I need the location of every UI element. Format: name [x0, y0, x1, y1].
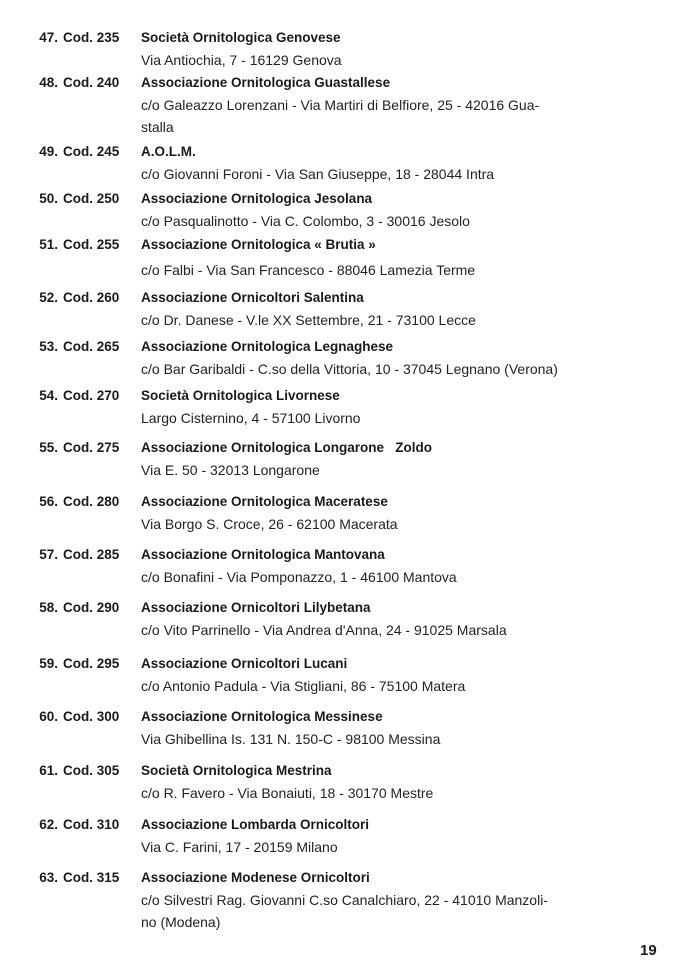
- association-name: Associazione Ornicoltori Salentina: [141, 290, 364, 305]
- entry-number: 49.: [39, 144, 58, 159]
- entry-code: Cod. 295: [63, 656, 120, 671]
- association-name: Società Ornitologica Livornese: [141, 388, 340, 403]
- entry-body: [141, 437, 603, 481]
- association-name: Associazione Ornitologica Jesolana: [141, 191, 373, 206]
- entry-number: 52.: [39, 290, 58, 305]
- association-name: A.O.L.M.: [141, 144, 196, 159]
- entry-body: [141, 491, 603, 535]
- association-address-continued: stalla: [141, 119, 174, 135]
- association-name: Associazione Ornitologica Guastallese: [141, 75, 391, 90]
- association-name: Associazione Ornitologica Longarone Zoldo: [141, 440, 433, 455]
- association-name: Associazione Ornitologica Legnaghese: [141, 339, 394, 354]
- entry-code: Cod. 265: [63, 339, 120, 354]
- association-address: Via Ghibellina Is. 131 N. 150-C - 98100 Messina: [141, 731, 441, 747]
- association-address-continued: no (Modena): [141, 914, 221, 930]
- association-address: Via C. Farini, 17 - 20159 Milano: [141, 839, 338, 855]
- entry-body: [141, 706, 603, 750]
- entry-body: [141, 544, 603, 588]
- association-name: Associazione Modenese Ornicoltori: [141, 870, 370, 885]
- association-name: Associazione Ornitologica « Brutia »: [141, 237, 376, 252]
- entry-number: 50.: [39, 191, 58, 206]
- association-name: Associazione Ornitologica Mantovana: [141, 547, 385, 562]
- association-address: Via E. 50 - 32013 Longarone: [141, 462, 320, 478]
- entry-number: 55.: [39, 440, 58, 455]
- entry-code: Cod. 300: [63, 709, 120, 724]
- entry-body: [141, 814, 603, 858]
- entry-number: 60.: [39, 709, 58, 724]
- entry-body: [141, 597, 603, 641]
- entry-code: Cod. 240: [63, 75, 120, 90]
- association-address: c/o Dr. Danese - V.le XX Settembre, 21 - 73100 Lecce: [141, 312, 476, 328]
- page-number: 19: [640, 942, 657, 959]
- entry-body: [141, 27, 603, 71]
- entry-code: Cod. 260: [63, 290, 120, 305]
- entry-code: Cod. 280: [63, 494, 120, 509]
- entry-number: 62.: [39, 817, 58, 832]
- association-address: c/o Galeazzo Lorenzani - Via Martiri di Belfiore, 25 - 42016 Gua-: [141, 97, 540, 113]
- entry-number: 54.: [39, 388, 58, 403]
- association-address: c/o Bar Garibaldi - C.so della Vittoria, 10 - 37045 Legnano (Verona): [141, 361, 558, 377]
- association-name: Associazione Ornitologica Maceratese: [141, 494, 388, 509]
- entry-number: 48.: [39, 75, 58, 90]
- entry-number: 59.: [39, 656, 58, 671]
- entry-number: 53.: [39, 339, 58, 354]
- entry-number: 63.: [39, 870, 58, 885]
- entry-number: 58.: [39, 600, 58, 615]
- association-address: c/o R. Favero - Via Bonaiuti, 18 - 30170 Mestre: [141, 785, 434, 801]
- entry-body: [141, 653, 603, 697]
- entry-code: Cod. 305: [63, 763, 120, 778]
- entry-body: [141, 72, 603, 138]
- entry-body: [141, 234, 603, 281]
- association-address: c/o Giovanni Foroni - Via San Giuseppe, 18 - 28044 Intra: [141, 166, 495, 182]
- association-address: c/o Silvestri Rag. Giovanni C.so Canalchiaro, 22 - 41010 Manzoli-: [141, 892, 548, 908]
- entry-code: Cod. 250: [63, 191, 120, 206]
- association-address: Via Antiochia, 7 - 16129 Genova: [141, 52, 342, 68]
- entry-body: [141, 188, 603, 232]
- association-address: c/o Falbi - Via San Francesco - 88046 Lamezia Terme: [141, 262, 476, 278]
- entry-number: 47.: [39, 30, 58, 45]
- entry-code: Cod. 255: [63, 237, 120, 252]
- entry-body: [141, 287, 603, 331]
- entry-number: 56.: [39, 494, 58, 509]
- entry-code: Cod. 270: [63, 388, 120, 403]
- association-name: Associazione Ornitologica Messinese: [141, 709, 383, 724]
- entry-body: [141, 385, 603, 429]
- entry-body: [141, 141, 603, 185]
- entry-code: Cod. 245: [63, 144, 120, 159]
- association-name: Società Ornitologica Mestrina: [141, 763, 332, 778]
- association-address: c/o Antonio Padula - Via Stigliani, 86 - 75100 Matera: [141, 678, 466, 694]
- association-address: Largo Cisternino, 4 - 57100 Livorno: [141, 410, 361, 426]
- entry-code: Cod. 235: [63, 30, 120, 45]
- association-address: c/o Pasqualinotto - Via C. Colombo, 3 - 30016 Jesolo: [141, 213, 470, 229]
- association-address: c/o Vito Parrinello - Via Andrea d'Anna, 24 - 91025 Marsala: [141, 622, 507, 638]
- association-address: c/o Bonafini - Via Pomponazzo, 1 - 46100 Mantova: [141, 569, 457, 585]
- entry-body: [141, 867, 603, 933]
- entry-body: [141, 760, 603, 804]
- entry-body: [141, 336, 603, 380]
- association-name: Associazione Lombarda Ornicoltori: [141, 817, 370, 832]
- association-name: Associazione Ornicoltori Lilybetana: [141, 600, 371, 615]
- association-address: Via Borgo S. Croce, 26 - 62100 Macerata: [141, 516, 398, 532]
- entry-code: Cod. 285: [63, 547, 120, 562]
- association-name: Società Ornitologica Genovese: [141, 30, 341, 45]
- entry-number: 51.: [39, 237, 58, 252]
- association-name: Associazione Ornicoltori Lucani: [141, 656, 348, 671]
- entry-code: Cod. 290: [63, 600, 120, 615]
- entry-number: 61.: [39, 763, 58, 778]
- entry-code: Cod. 275: [63, 440, 120, 455]
- entry-code: Cod. 315: [63, 870, 120, 885]
- entry-number: 57.: [39, 547, 58, 562]
- entry-code: Cod. 310: [63, 817, 120, 832]
